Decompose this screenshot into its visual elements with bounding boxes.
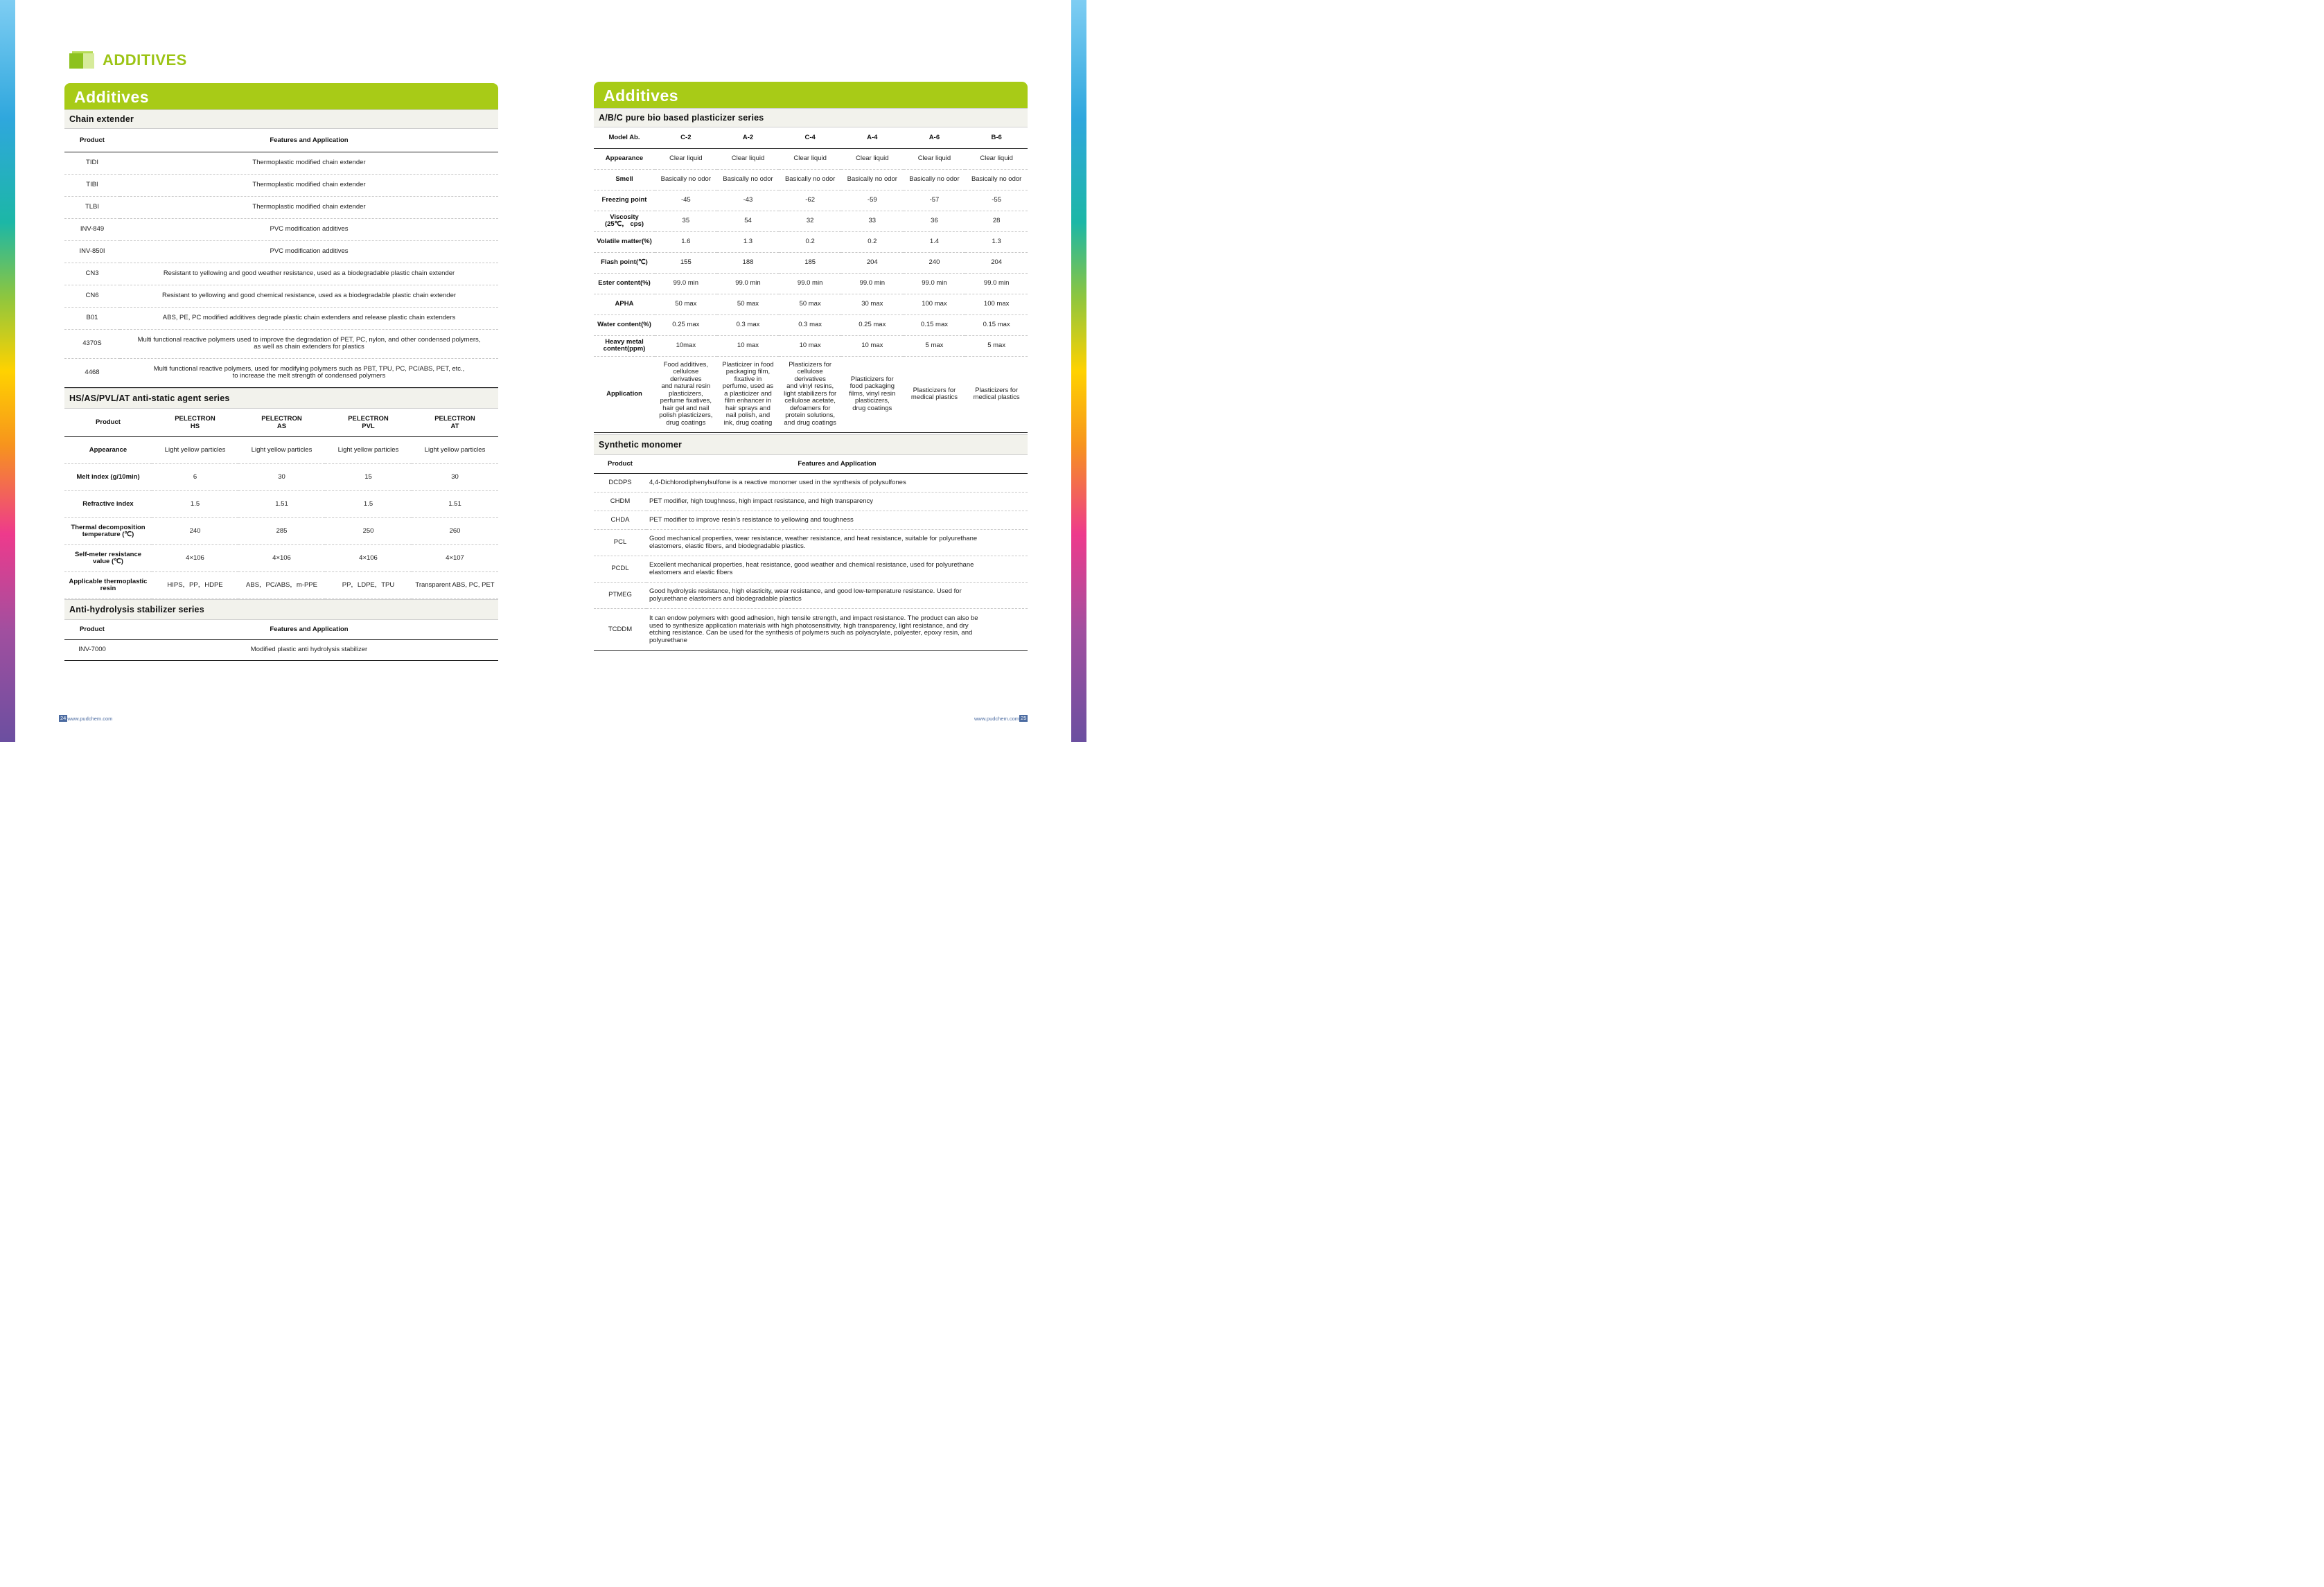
product-cell: INV-850I	[64, 240, 120, 263]
value-cell: -62	[779, 190, 841, 211]
value-cell: Basically no odor	[841, 169, 904, 190]
table-row	[64, 639, 498, 660]
right-banner: Additives	[594, 82, 1028, 108]
value-cell: 1.5	[152, 491, 238, 518]
left-banner: Additives	[64, 83, 498, 109]
value-cell: 0.25 max	[841, 314, 904, 335]
table-row	[594, 530, 1028, 556]
value-cell: 10 max	[779, 335, 841, 356]
value-cell: 99.0 min	[779, 273, 841, 294]
feature-cell: 4,4-Dichlorodiphenylsulfone is a reactive monomer used in the synthesis of polysulfones	[646, 474, 1028, 493]
antistatic-table	[64, 409, 498, 600]
feature-cell: ABS, PE, PC modified additives degrade plastic chain extenders and release plastic chain extenders	[120, 307, 498, 329]
product-cell: PCL	[594, 530, 646, 556]
table-row	[64, 545, 498, 572]
left-footer-url: www.pudchem.com	[67, 715, 113, 722]
table-row	[594, 356, 1028, 432]
feature-cell: Multi functional reactive polymers, used for modifying polymers such as PBT, TPU, PC, PC/ABS, PET, etc., to increase the melt strength of condensed polymers	[120, 358, 498, 387]
product-cell: DCDPS	[594, 474, 646, 493]
synthetic-monomer-title: Synthetic monomer	[594, 434, 1028, 455]
row-header: Water content(%)	[594, 314, 655, 335]
product-cell: TIDI	[64, 152, 120, 174]
row-header: Viscosity (25℃， cps)	[594, 211, 655, 231]
table-row	[64, 285, 498, 307]
value-cell: Basically no odor	[904, 169, 966, 190]
feature-cell: PET modifier, high toughness, high impact resistance, and high transparency	[646, 493, 1028, 511]
table-row	[64, 196, 498, 218]
row-header: Heavy metal content(ppm)	[594, 335, 655, 356]
value-cell: 30	[412, 464, 498, 491]
table-row	[594, 273, 1028, 294]
table-row	[64, 240, 498, 263]
value-cell: 30	[238, 464, 325, 491]
section-label	[69, 51, 187, 69]
row-header: Melt index (g/10min)	[64, 464, 152, 491]
column-header: PELECTRON AS	[238, 409, 325, 437]
value-cell: Basically no odor	[779, 169, 841, 190]
column-header: A-4	[841, 127, 904, 148]
value-cell: -43	[717, 190, 780, 211]
product-cell: PCDL	[594, 556, 646, 583]
right-panel	[594, 82, 1028, 651]
monomer-header-features: Features and Application	[646, 455, 1028, 474]
bio-plasticizer-title: A/B/C pure bio based plasticizer series	[594, 108, 1028, 127]
table-row	[594, 252, 1028, 273]
value-cell: 204	[841, 252, 904, 273]
value-cell: 10max	[655, 335, 717, 356]
column-header: C-4	[779, 127, 841, 148]
value-cell: 204	[965, 252, 1028, 273]
row-header: Smell	[594, 169, 655, 190]
value-cell: 4×107	[412, 545, 498, 572]
row-header: Applicable thermoplastic resin	[64, 572, 152, 599]
value-cell: 0.25 max	[655, 314, 717, 335]
value-cell: 0.3 max	[717, 314, 780, 335]
product-cell: CN6	[64, 285, 120, 307]
value-cell: 0.15 max	[904, 314, 966, 335]
value-cell: 0.3 max	[779, 314, 841, 335]
value-cell: Light yellow particles	[238, 437, 325, 464]
value-cell: 33	[841, 211, 904, 231]
value-cell: Clear liquid	[904, 148, 966, 169]
value-cell: Basically no odor	[965, 169, 1028, 190]
value-cell: 99.0 min	[655, 273, 717, 294]
value-cell: 1.51	[238, 491, 325, 518]
value-cell: 1.51	[412, 491, 498, 518]
value-cell: Light yellow particles	[152, 437, 238, 464]
product-cell: TLBI	[64, 196, 120, 218]
chain-extender-title: Chain extender	[64, 109, 498, 129]
value-cell: 35	[655, 211, 717, 231]
value-cell: 36	[904, 211, 966, 231]
table-row	[594, 169, 1028, 190]
feature-cell: Resistant to yellowing and good chemical resistance, used as a biodegradable plastic chain extender	[120, 285, 498, 307]
value-cell: 0.15 max	[965, 314, 1028, 335]
value-cell: Clear liquid	[841, 148, 904, 169]
value-cell: 4×106	[152, 545, 238, 572]
anti-hydrolysis-title: Anti-hydrolysis stabilizer series	[64, 599, 498, 620]
value-cell: 5 max	[965, 335, 1028, 356]
right-page-number: 25	[1021, 715, 1027, 721]
table-row	[64, 263, 498, 285]
synthetic-monomer-table	[594, 455, 1028, 652]
hydro-header-features: Features and Application	[120, 620, 498, 639]
value-cell: 99.0 min	[965, 273, 1028, 294]
table-row	[594, 190, 1028, 211]
table-row	[64, 218, 498, 240]
value-cell: Clear liquid	[965, 148, 1028, 169]
feature-cell: It can endow polymers with good adhesion, high tensile strength, and impact resistance. The product can also be used to synthesize application materials with high photosensitivity, high transparency, light resistance, and dry etching resistance. Can be used for the synthesis of polymers such as polyacrylate, polyester, epoxy resin, and polyurethane	[646, 609, 1028, 651]
row-header: Appearance	[594, 148, 655, 169]
table-row	[64, 518, 498, 545]
product-cell: CHDA	[594, 511, 646, 530]
bio-plasticizer-table	[594, 127, 1028, 433]
column-header: C-2	[655, 127, 717, 148]
value-cell: 50 max	[717, 294, 780, 314]
value-cell: 0.2	[779, 231, 841, 252]
table-row	[64, 329, 498, 358]
chain-header-product: Product	[64, 129, 120, 152]
chain-extender-rows	[64, 152, 498, 387]
value-cell: -45	[655, 190, 717, 211]
value-cell: 28	[965, 211, 1028, 231]
antistatic-rows	[64, 437, 498, 599]
value-cell: 240	[152, 518, 238, 545]
value-cell: 4×106	[238, 545, 325, 572]
value-cell: 30 max	[841, 294, 904, 314]
left-panel	[64, 83, 498, 661]
table-row	[64, 572, 498, 599]
table-row	[594, 314, 1028, 335]
value-cell: 0.2	[841, 231, 904, 252]
row-header: Volatile matter(%)	[594, 231, 655, 252]
right-footer	[974, 715, 1028, 722]
table-row	[64, 491, 498, 518]
table-row	[594, 511, 1028, 530]
bio-plasticizer-rows	[594, 148, 1028, 432]
column-header: A-6	[904, 127, 966, 148]
value-cell: Clear liquid	[779, 148, 841, 169]
value-cell: 5 max	[904, 335, 966, 356]
value-cell: Transparent ABS, PC, PET	[412, 572, 498, 599]
value-cell: 155	[655, 252, 717, 273]
value-cell: 6	[152, 464, 238, 491]
value-cell: 1.5	[325, 491, 412, 518]
feature-cell: Excellent mechanical properties, heat resistance, good weather and chemical resistance, used for polyurethane elastomers and elastic fibers	[646, 556, 1028, 583]
table-row	[594, 294, 1028, 314]
value-cell: 54	[717, 211, 780, 231]
table-row	[594, 211, 1028, 231]
feature-cell: Resistant to yellowing and good weather resistance, used as a biodegradable plastic chain extender	[120, 263, 498, 285]
value-cell: HIPS，PP，HDPE	[152, 572, 238, 599]
left-page-number: 24	[60, 715, 67, 721]
product-cell: INV-849	[64, 218, 120, 240]
row-header: Appearance	[64, 437, 152, 464]
synthetic-monomer-rows	[594, 474, 1028, 651]
column-header: PELECTRON PVL	[325, 409, 412, 437]
value-cell: 188	[717, 252, 780, 273]
cube-icon	[69, 51, 94, 69]
value-cell: Clear liquid	[717, 148, 780, 169]
product-cell: 4468	[64, 358, 120, 387]
product-cell: CN3	[64, 263, 120, 285]
value-cell: 1.3	[717, 231, 780, 252]
value-cell: 1.4	[904, 231, 966, 252]
row-header: Ester content(%)	[594, 273, 655, 294]
value-cell: Food additives, cellulose derivatives and natural resin plasticizers, perfume fixatives, hair gel and nail polish plasticizers, drug coatings	[655, 356, 717, 432]
column-header: Model Ab.	[594, 127, 655, 148]
row-header: Freezing point	[594, 190, 655, 211]
value-cell: 99.0 min	[904, 273, 966, 294]
value-cell: Plasticizers for medical plastics	[965, 356, 1028, 432]
table-row	[64, 437, 498, 464]
value-cell: 100 max	[904, 294, 966, 314]
table-row	[594, 335, 1028, 356]
value-cell: 10 max	[841, 335, 904, 356]
feature-cell: Thermoplastic modified chain extender	[120, 174, 498, 196]
hydro-header-product: Product	[64, 620, 120, 639]
feature-cell: Thermoplastic modified chain extender	[120, 196, 498, 218]
value-cell: 99.0 min	[717, 273, 780, 294]
value-cell: 260	[412, 518, 498, 545]
value-cell: Basically no odor	[655, 169, 717, 190]
table-row	[64, 307, 498, 329]
product-cell: TIBI	[64, 174, 120, 196]
feature-cell: PVC modification additives	[120, 240, 498, 263]
value-cell: Plasticizer in food packaging film, fixative in perfume, used as a plasticizer and film enhancer in hair sprays and nail polish, and ink, drug coating	[717, 356, 780, 432]
right-footer-url: www.pudchem.com	[974, 715, 1020, 722]
table-row	[594, 583, 1028, 609]
value-cell: 250	[325, 518, 412, 545]
product-cell: TCDDM	[594, 609, 646, 651]
value-cell: 100 max	[965, 294, 1028, 314]
row-header: Flash point(℃)	[594, 252, 655, 273]
value-cell: Clear liquid	[655, 148, 717, 169]
column-header: PELECTRON AT	[412, 409, 498, 437]
value-cell: 285	[238, 518, 325, 545]
row-header: Self-meter resistance value (℃)	[64, 545, 152, 572]
value-cell: 15	[325, 464, 412, 491]
product-cell: 4370S	[64, 329, 120, 358]
anti-hydrolysis-rows	[64, 639, 498, 660]
value-cell: 1.6	[655, 231, 717, 252]
table-row	[64, 358, 498, 387]
chain-extender-table	[64, 129, 498, 388]
feature-cell: PVC modification additives	[120, 218, 498, 240]
product-cell: PTMEG	[594, 583, 646, 609]
product-cell: CHDM	[594, 493, 646, 511]
table-row	[594, 148, 1028, 169]
value-cell: 1.3	[965, 231, 1028, 252]
value-cell: Plasticizers for food packaging films, vinyl resin plasticizers, drug coatings	[841, 356, 904, 432]
column-header: B-6	[965, 127, 1028, 148]
table-row	[64, 152, 498, 174]
value-cell: 4×106	[325, 545, 412, 572]
column-header: Product	[64, 409, 152, 437]
feature-cell: PET modifier to improve resin's resistance to yellowing and toughness	[646, 511, 1028, 530]
value-cell: PP，LDPE，TPU	[325, 572, 412, 599]
column-header: A-2	[717, 127, 780, 148]
table-row	[594, 474, 1028, 493]
table-row	[594, 493, 1028, 511]
value-cell: Light yellow particles	[412, 437, 498, 464]
feature-cell: Multi functional reactive polymers used to improve the degradation of PET, PC, nylon, and other condensed polymers, as well as chain extenders for plastics	[120, 329, 498, 358]
monomer-header-product: Product	[594, 455, 646, 474]
table-row	[64, 174, 498, 196]
table-row	[594, 556, 1028, 583]
feature-cell: Good mechanical properties, wear resistance, weather resistance, and heat resistance, suitable for polyurethane elastomers, elastic fibers, and biodegradable plastics.	[646, 530, 1028, 556]
value-cell: 50 max	[779, 294, 841, 314]
feature-cell: Good hydrolysis resistance, high elasticity, wear resistance, and good low-temperature resistance. Used for polyurethane elastomers and biodegradable plastics	[646, 583, 1028, 609]
right-rainbow-edge	[1071, 0, 1086, 742]
antistatic-title: HS/AS/PVL/AT anti-static agent series	[64, 388, 498, 409]
value-cell: Light yellow particles	[325, 437, 412, 464]
column-header: PELECTRON HS	[152, 409, 238, 437]
value-cell: ABS，PC/ABS，m-PPE	[238, 572, 325, 599]
row-header: Application	[594, 356, 655, 432]
row-header: Refractive index	[64, 491, 152, 518]
value-cell: -57	[904, 190, 966, 211]
row-header: Thermal decomposition temperature (℃)	[64, 518, 152, 545]
product-cell: INV-7000	[64, 639, 120, 660]
value-cell: 99.0 min	[841, 273, 904, 294]
value-cell: Plasticizers for medical plastics	[904, 356, 966, 432]
value-cell: 185	[779, 252, 841, 273]
left-footer	[59, 715, 112, 722]
feature-cell: Modified plastic anti hydrolysis stabilizer	[120, 639, 498, 660]
anti-hydrolysis-table	[64, 620, 498, 661]
table-row	[64, 464, 498, 491]
left-rainbow-edge	[0, 0, 15, 742]
table-row	[594, 231, 1028, 252]
feature-cell: Thermoplastic modified chain extender	[120, 152, 498, 174]
chain-header-features: Features and Application	[120, 129, 498, 152]
value-cell: 50 max	[655, 294, 717, 314]
section-label-text: ADDITIVES	[103, 51, 187, 69]
value-cell: -55	[965, 190, 1028, 211]
product-cell: B01	[64, 307, 120, 329]
table-row	[594, 609, 1028, 651]
value-cell: -59	[841, 190, 904, 211]
value-cell: Plasticizers for cellulose derivatives and vinyl resins, light stabilizers for cellulose acetate, defoamers for protein solutions, and drug coatings	[779, 356, 841, 432]
row-header: APHA	[594, 294, 655, 314]
value-cell: 240	[904, 252, 966, 273]
value-cell: Basically no odor	[717, 169, 780, 190]
value-cell: 10 max	[717, 335, 780, 356]
value-cell: 32	[779, 211, 841, 231]
